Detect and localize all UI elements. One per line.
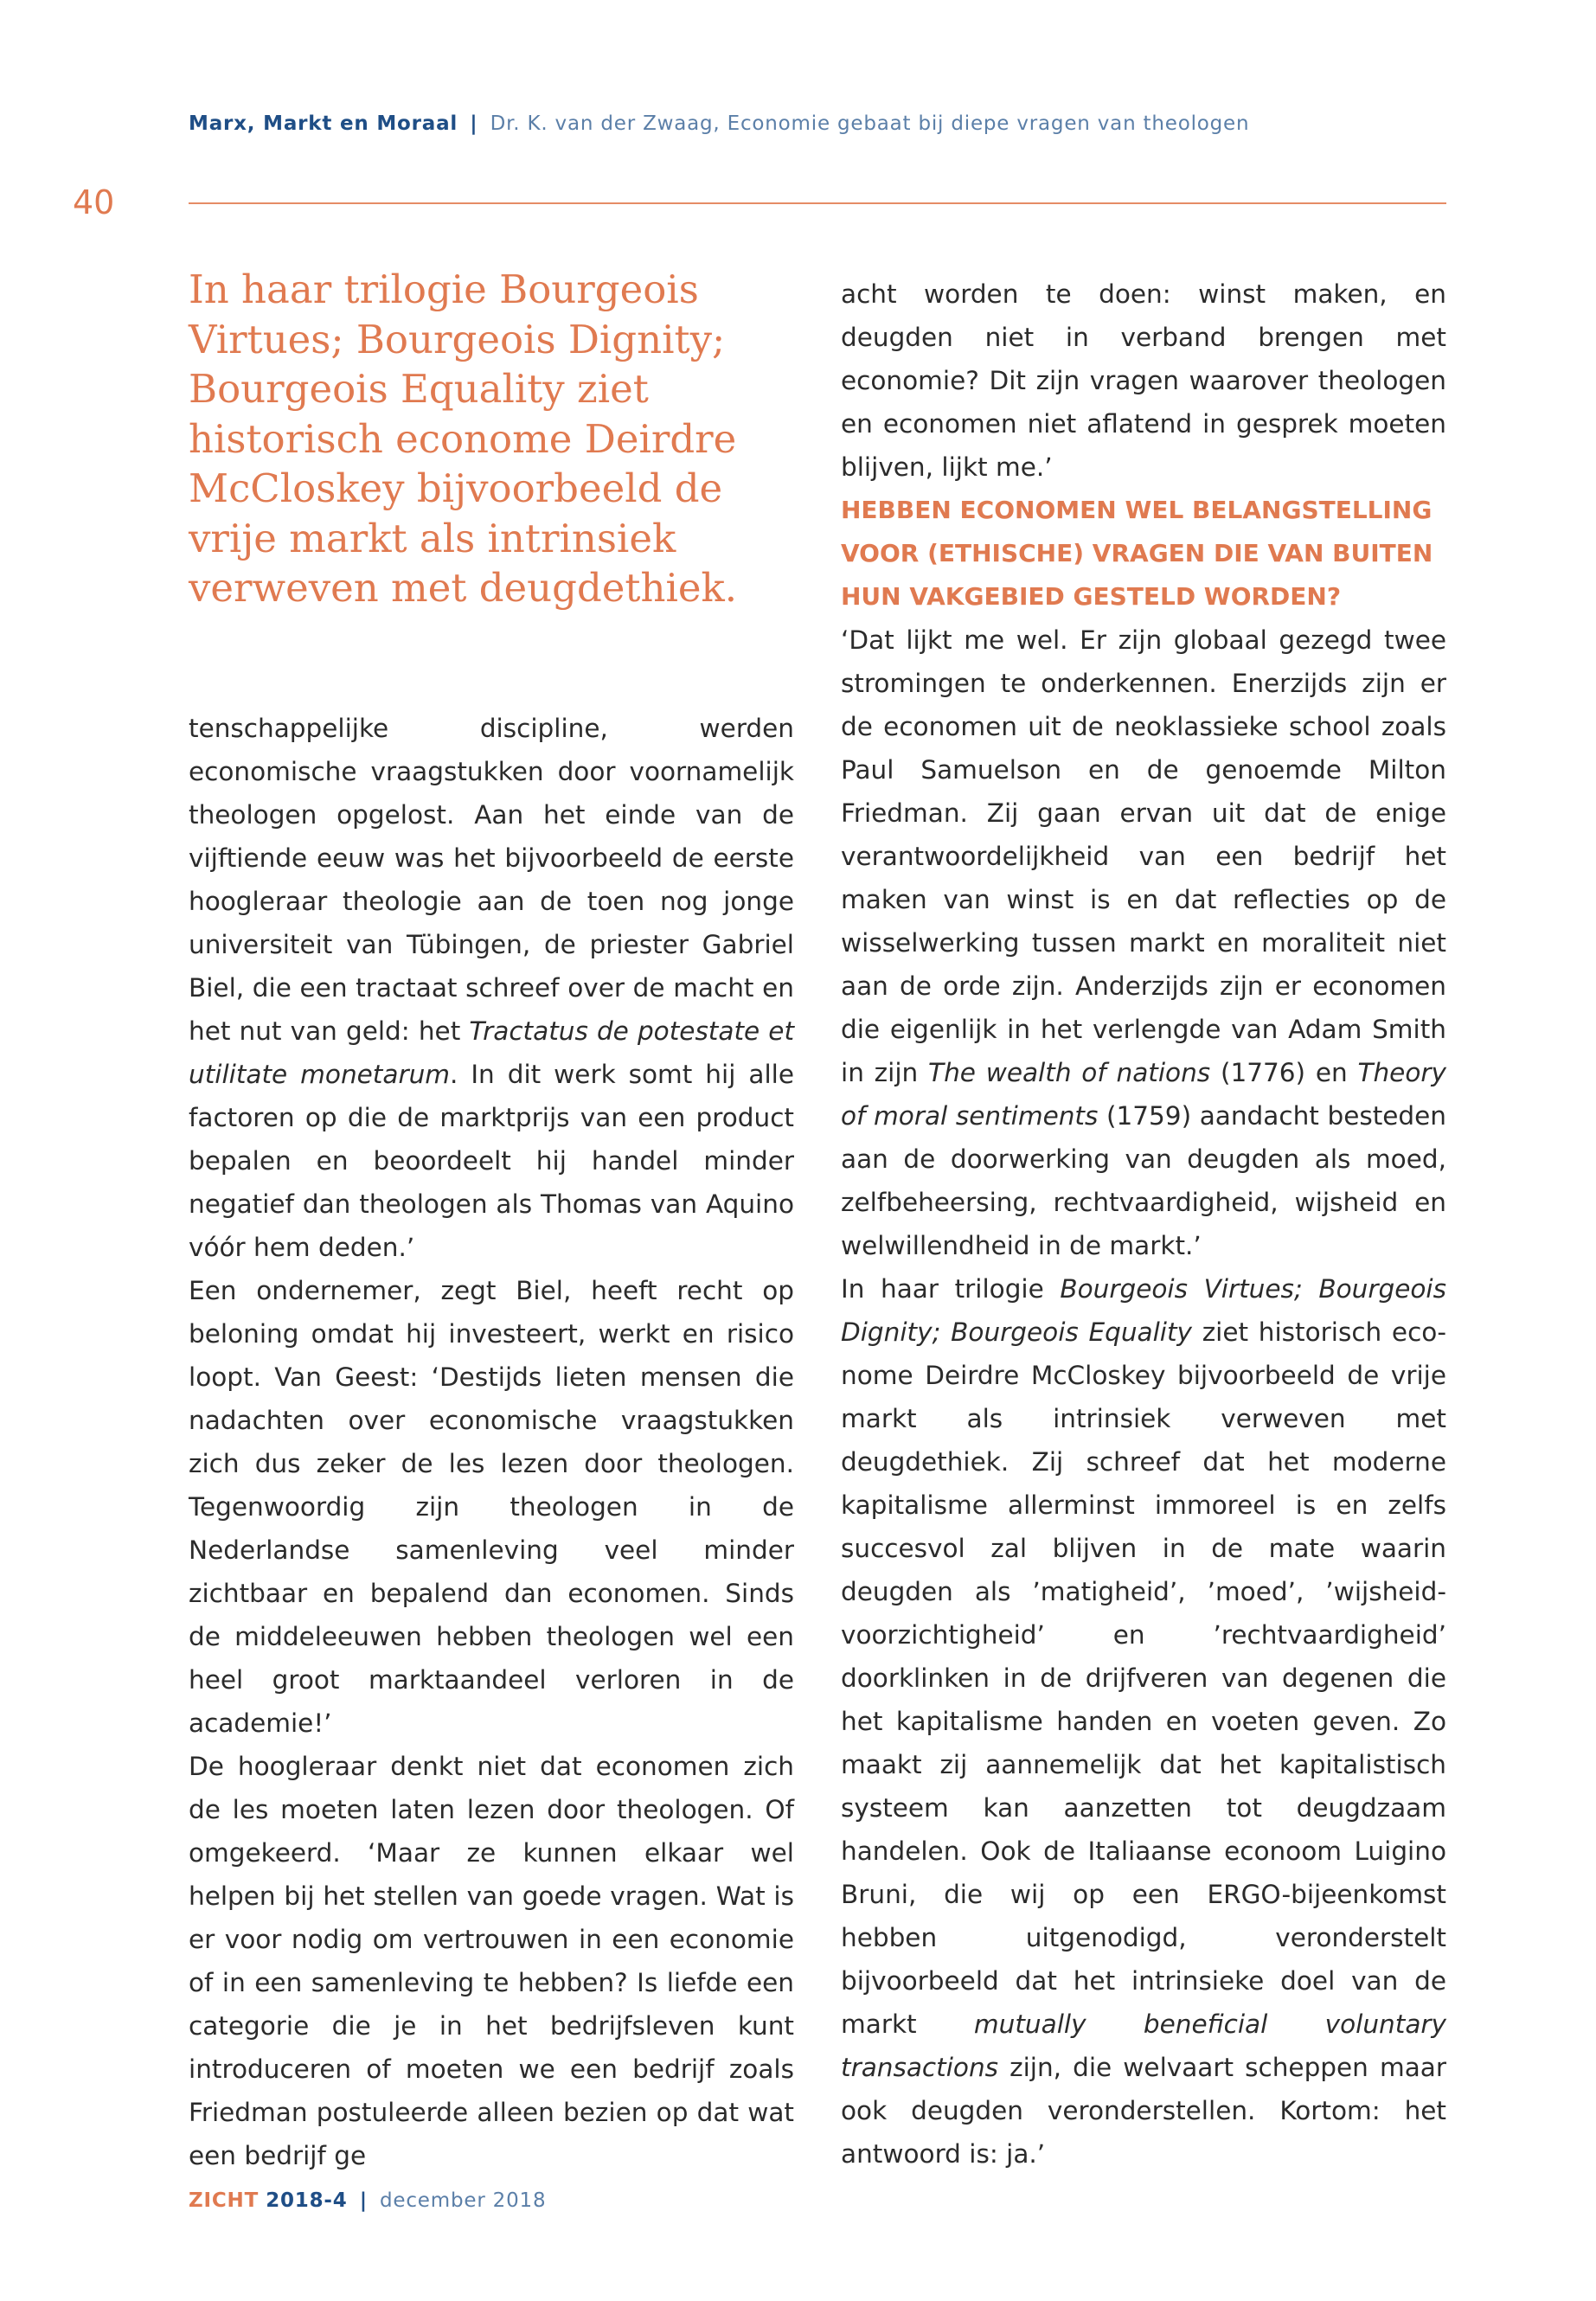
italic-title: Bourgeois Virtues; Bourgeois Dignity; Bourgeois Equality (841, 1274, 1446, 1347)
left-column (189, 707, 794, 2177)
issue-number: 2018-4 (266, 2189, 348, 2212)
series-title: Marx, Markt en Moraal (189, 112, 458, 135)
header-rule (189, 202, 1446, 204)
body-paragraph: acht worden te doen: winst maken, en deugden niet in verband brengen met economie? Dit zijn vragen waarover theologen en economen niet aflatend in gesprek moeten blijven, lijkt me.’ (841, 279, 1446, 482)
header-separator: | (470, 112, 478, 135)
italic-title: The wealth of nations (928, 1058, 1211, 1087)
body-paragraph: In haar trilogie Bourgeois Virtues; Bourgeois Dignity; Bourgeois Equality ziet historisch econome Deirdre McCloskey bijvoorbeeld de vrije markt als intrinsiek verweven met deugdethiek. Zij schreef dat het moderne kapitalisme allerminst immoreel is en zelfs succesvol zal blijven in de mate waarin deugden als ’matigheid’, ’moed’, ’wijsheid-voorzichtigheid’ en ’rechtvaardigheid’ doorklinken in de drijfveren van degenen die het kapitalisme handen en voeten geven. Zo maakt zij aannemelijk dat het kapitalistisch systeem kan aanzetten tot deugdzaam handelen. Ook de Italiaanse econoom Luigino Bruni, die wij op een ERGO-bijeenkomst hebben uitgenodigd, veronderstelt bijvoorbeeld dat het intrinsieke doel van de markt mutually beneficial voluntary transactions zijn, die welvaart scheppen maar ook deugden veronderstellen. Kortom: het antwoord is: ja.’ (841, 1274, 1447, 2169)
right-column (841, 272, 1446, 2176)
pull-quote: In haar trilogie Bourgeois Virtues; Bourgeois Dignity; Bourgeois Equality ziet historisch econome Deirdre McCloskey bijvoorbeeld de vrije markt als intrinsiek verweven met deugdethiek. (189, 266, 738, 611)
body-paragraph: tenschappelijke discipline, werden economische vraagstukken door voornamelijk theologen opgelost. Aan het einde van de vijftiende eeuw was het bijvoorbeeld de eerste hoogleraar theologie aan de toen nog jonge universiteit van Tübingen, de priester Gabriel Biel, die een tractaat schreef over de macht en het nut van geld: het Tractatus de potestate et utilitate monetarum. In dit werk somt hij alle factoren op die de marktprijs van een product bepalen en beoordeelt hij handel minder negatief dan theologen als Thomas van Aquino vóór hem deden.’ (189, 714, 795, 1262)
running-header (189, 112, 1452, 135)
issue-date: december 2018 (380, 2189, 547, 2212)
italic-title: Tractatus de potestate et utilitate monetarum (189, 1016, 795, 1089)
page-number: 40 (73, 183, 115, 221)
body-paragraph: ‘Dat lijkt me wel. Er zijn globaal gezegd twee stromingen te onderkennen. Enerzijds zijn er de economen uit de neoklassieke school zoals Paul Samuelson en de genoemde Milton Friedman. Zij gaan ervan uit dat de enige verantwoordelijkheid van een bedrijf het maken van winst is en dat reflecties op de wisselwerking tussen markt en moraliteit niet aan de orde zijn. Anderzijds zijn er economen die eigenlijk in het verlengde van Adam Smith in zijn The wealth of nations (1776) en Theory of moral sentiments (1759) aandacht besteden aan de doorwerking van deugden als moed, zelfbeheersing, rechtvaardigheid, wijsheid en welwillendheid in de markt.’ (841, 625, 1447, 1260)
italic-phrase: mutually beneficial voluntary transactions (841, 2009, 1446, 2082)
footer (189, 2189, 546, 2212)
footer-separator: | (359, 2189, 368, 2212)
magazine-name: ZICHT (189, 2189, 260, 2212)
body-paragraph: Een ondernemer, zegt Biel, heeft recht op beloning omdat hij investeert, werkt en risico loopt. Van Geest: ‘Destijds lieten mensen die nadachten over economische vraagstukken zich dus zeker de les lezen door theologen. Tegenwoordig zijn theologen in de Nederlandse samenleving veel minder zichtbaar en bepalend dan economen. Sinds de middeleeuwen hebben theologen wel een heel groot marktaandeel verloren in de academie!’ (189, 1276, 794, 1738)
body-paragraph: De hoogleraar denkt niet dat economen zich de les moeten laten lezen door theologen. Of omgekeerd. ‘Maar ze kunnen elkaar wel helpen bij het stellen van goede vragen. Wat is er voor nodig om vertrouwen in een economie of in een samenleving te hebben? Is liefde een categorie die je in het bedrijfsleven kunt introduceren of moeten we een bedrijf zoals Friedman postuleerde alleen bezien op dat wat een bedrijf ge (189, 1752, 794, 2170)
italic-title: Theory of moral sentiments (841, 1058, 1446, 1131)
interview-question: HEBBEN ECONOMEN WEL BELANGSTELLING VOOR (ETHISCHE) VRAGEN DIE VAN BUITEN HUN VAKGEBIED GESTELD WORDEN? (841, 496, 1433, 611)
article-subtitle: Dr. K. van der Zwaag, Economie gebaat bij diepe vragen van theologen (490, 112, 1250, 135)
